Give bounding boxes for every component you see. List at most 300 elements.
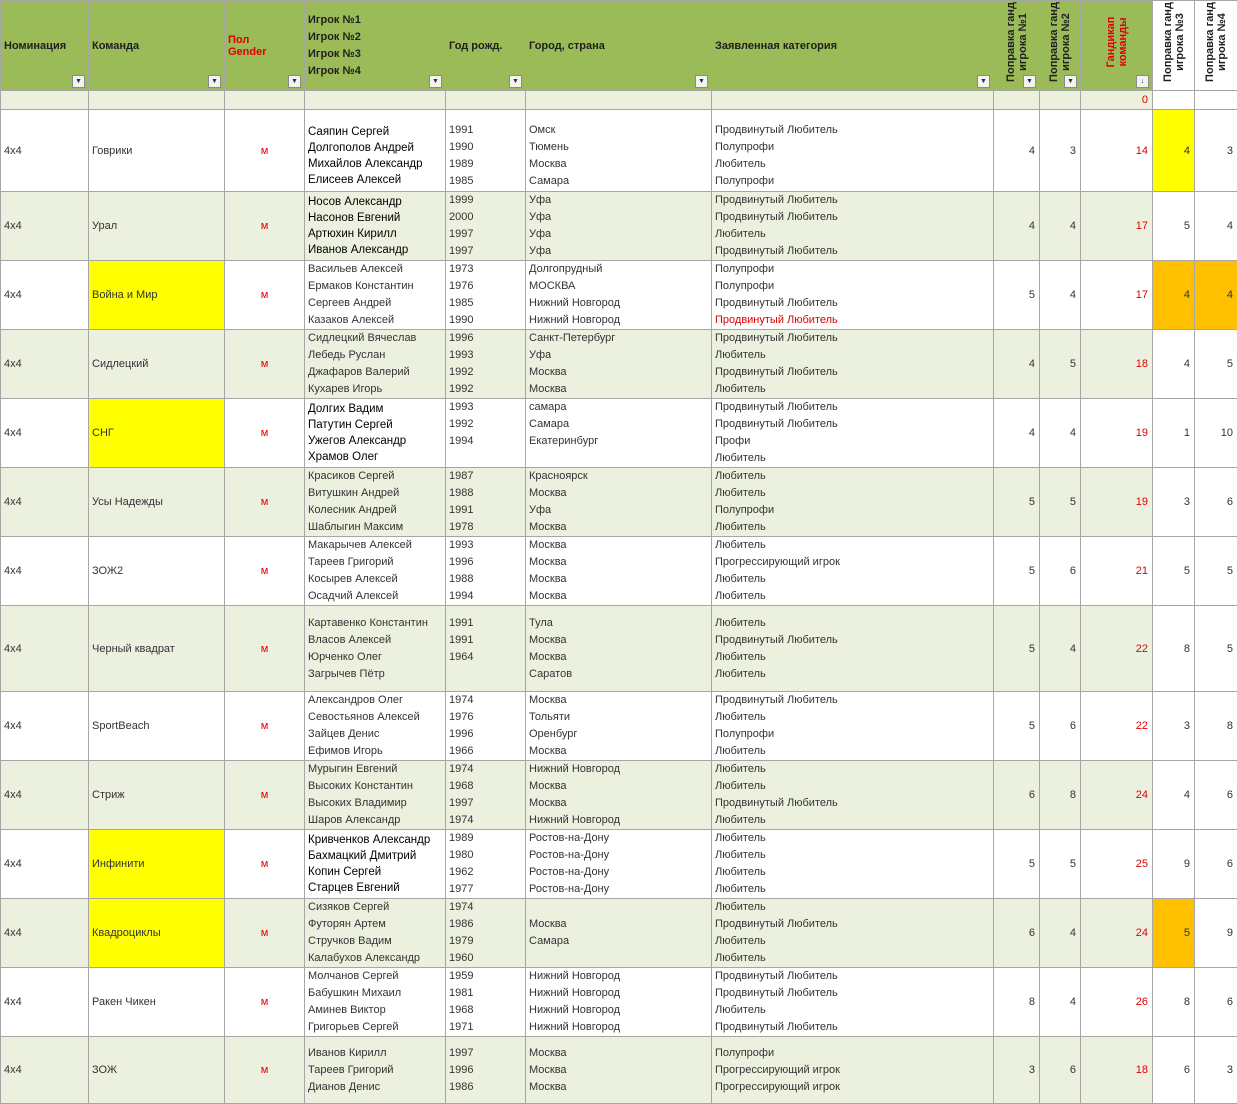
- birth-year-cell[interactable]: [446, 830, 526, 899]
- hc1-cell[interactable]: 6: [994, 899, 1040, 968]
- hc2-cell[interactable]: 6: [1040, 537, 1081, 606]
- players-cell[interactable]: [305, 1037, 446, 1104]
- hc4-cell[interactable]: 3: [1195, 110, 1237, 192]
- header-team: [89, 1, 225, 91]
- header-hc4-line2: игрока №4: [1216, 2, 1228, 82]
- hc3-cell[interactable]: 4: [1153, 330, 1195, 399]
- players-cell[interactable]: [305, 192, 446, 261]
- gender-cell[interactable]: м: [225, 330, 305, 399]
- players-cell[interactable]: [305, 692, 446, 761]
- category-cell[interactable]: [712, 399, 994, 468]
- category-cell-line: Прогрессирующий игрок: [715, 554, 993, 571]
- category-cell[interactable]: [712, 968, 994, 1037]
- filter-dropdown-icon[interactable]: ▼: [977, 75, 990, 88]
- cell[interactable]: [994, 91, 1040, 110]
- birth-year-cell-line: 1986: [449, 916, 525, 933]
- hc3-cell[interactable]: 5: [1153, 192, 1195, 261]
- city-cell-line: Москва: [529, 571, 711, 588]
- header-hc1: [994, 1, 1040, 91]
- category-cell-line: Любитель: [715, 347, 993, 364]
- hc4-cell[interactable]: 6: [1195, 830, 1237, 899]
- hc1-cell[interactable]: 8: [994, 968, 1040, 1037]
- team-hc-cell[interactable]: 21: [1081, 537, 1153, 606]
- hc4-cell[interactable]: 5: [1195, 537, 1237, 606]
- header-team-hc-line2: команды: [1117, 17, 1129, 68]
- city-cell-line: Москва: [529, 916, 711, 933]
- city-cell-line: Нижний Новгород: [529, 812, 711, 829]
- team-cell[interactable]: ЗОЖ: [89, 1037, 225, 1104]
- hc2-cell[interactable]: 4: [1040, 899, 1081, 968]
- birth-year-cell[interactable]: [446, 330, 526, 399]
- category-cell-line: Любитель: [715, 571, 993, 588]
- category-cell[interactable]: [712, 537, 994, 606]
- city-cell-line: Самара: [529, 933, 711, 950]
- birth-year-cell-line: 1989: [449, 156, 525, 173]
- hc1-cell[interactable]: 4: [994, 399, 1040, 468]
- category-cell[interactable]: [712, 692, 994, 761]
- birth-year-cell[interactable]: [446, 110, 526, 192]
- category-cell-line: Любитель: [715, 899, 993, 916]
- city-cell[interactable]: [526, 192, 712, 261]
- nomination-cell[interactable]: 4x4: [1, 468, 89, 537]
- players-cell-line: Кривченков Александр: [308, 832, 445, 848]
- filter-dropdown-icon[interactable]: ▼: [1064, 75, 1077, 88]
- players-cell[interactable]: [305, 899, 446, 968]
- city-cell[interactable]: [526, 261, 712, 330]
- hc4-cell[interactable]: 4: [1195, 261, 1237, 330]
- hc2-cell[interactable]: 5: [1040, 330, 1081, 399]
- hc4-cell[interactable]: 6: [1195, 468, 1237, 537]
- players-cell-line: Бахмацкий Дмитрий: [308, 848, 445, 864]
- hc4-cell[interactable]: 3: [1195, 1037, 1237, 1104]
- birth-year-cell-line: 1966: [449, 743, 525, 760]
- players-cell-line: Сизяков Сергей: [308, 899, 445, 916]
- players-cell-line: Шаров Александр: [308, 812, 445, 829]
- table-row: [1, 606, 1237, 692]
- birth-year-cell[interactable]: [446, 606, 526, 692]
- category-cell[interactable]: [712, 468, 994, 537]
- hc3-cell[interactable]: 4: [1153, 261, 1195, 330]
- hc2-cell[interactable]: 6: [1040, 692, 1081, 761]
- category-cell[interactable]: [712, 261, 994, 330]
- players-cell-line: Михайлов Александр: [308, 156, 445, 172]
- birth-year-cell[interactable]: [446, 192, 526, 261]
- hc1-cell[interactable]: 4: [994, 192, 1040, 261]
- city-cell[interactable]: [526, 399, 712, 468]
- cell[interactable]: [1040, 91, 1081, 110]
- category-cell-line: Продвинутый Любитель: [715, 295, 993, 312]
- city-cell[interactable]: [526, 830, 712, 899]
- players-cell-line: Зайцев Денис: [308, 726, 445, 743]
- birth-year-cell[interactable]: [446, 537, 526, 606]
- team-cell[interactable]: Усы Надежды: [89, 468, 225, 537]
- birth-year-cell-line: 1997: [449, 226, 525, 243]
- team-hc-cell[interactable]: 17: [1081, 192, 1153, 261]
- gender-cell[interactable]: м: [225, 692, 305, 761]
- players-cell-line: Аминев Виктор: [308, 1002, 445, 1019]
- category-cell-line: Полупрофи: [715, 278, 993, 295]
- table-row: [1, 399, 1237, 468]
- header-hc2-line1: Поправка ганд: [1048, 2, 1060, 82]
- category-cell[interactable]: [712, 761, 994, 830]
- hc1-cell[interactable]: 4: [994, 330, 1040, 399]
- cell[interactable]: [446, 91, 526, 110]
- gender-cell[interactable]: м: [225, 761, 305, 830]
- category-cell-line: Любитель: [715, 666, 993, 683]
- hc2-cell[interactable]: 4: [1040, 261, 1081, 330]
- gender-cell[interactable]: м: [225, 537, 305, 606]
- birth-year-cell-line: 1988: [449, 571, 525, 588]
- city-cell-line: Санкт-Петербург: [529, 330, 711, 347]
- hc3-cell[interactable]: 4: [1153, 110, 1195, 192]
- nomination-cell[interactable]: 4x4: [1, 330, 89, 399]
- nomination-cell[interactable]: 4x4: [1, 692, 89, 761]
- hc4-cell[interactable]: 10: [1195, 399, 1237, 468]
- hc4-cell[interactable]: 5: [1195, 606, 1237, 692]
- city-cell-line: Оренбург: [529, 726, 711, 743]
- hc1-cell[interactable]: 5: [994, 537, 1040, 606]
- cell[interactable]: [1195, 91, 1237, 110]
- category-cell-line: Полупрофи: [715, 261, 993, 278]
- nomination-cell[interactable]: 4x4: [1, 899, 89, 968]
- birth-year-cell-line: 1962: [449, 864, 525, 881]
- cell[interactable]: [1, 91, 89, 110]
- nomination-cell[interactable]: 4x4: [1, 537, 89, 606]
- players-cell[interactable]: [305, 110, 446, 192]
- category-cell[interactable]: [712, 899, 994, 968]
- players-cell[interactable]: [305, 330, 446, 399]
- birth-year-cell-line: 1993: [449, 399, 525, 416]
- gender-cell[interactable]: м: [225, 399, 305, 468]
- team-hc-cell[interactable]: 18: [1081, 1037, 1153, 1104]
- category-cell-line: Любитель: [715, 156, 993, 173]
- gender-cell[interactable]: м: [225, 110, 305, 192]
- header-category: [712, 1, 994, 91]
- players-cell[interactable]: [305, 968, 446, 1037]
- hc2-cell[interactable]: 4: [1040, 192, 1081, 261]
- category-cell-line: Любитель: [715, 537, 993, 554]
- players-cell-line: Артюхин Кирилл: [308, 226, 445, 242]
- team-cell[interactable]: Стриж: [89, 761, 225, 830]
- category-cell[interactable]: [712, 110, 994, 192]
- birth-year-cell[interactable]: [446, 968, 526, 1037]
- team-hc-cell[interactable]: 25: [1081, 830, 1153, 899]
- summary-row: [1, 91, 1237, 110]
- hc3-cell[interactable]: 3: [1153, 692, 1195, 761]
- gender-cell[interactable]: м: [225, 192, 305, 261]
- hc2-cell[interactable]: 4: [1040, 606, 1081, 692]
- filter-dropdown-icon[interactable]: ▼: [509, 75, 522, 88]
- team-hc-cell[interactable]: 19: [1081, 468, 1153, 537]
- hc3-cell[interactable]: 8: [1153, 606, 1195, 692]
- category-cell-line: Любитель: [715, 847, 993, 864]
- hc2-cell[interactable]: 8: [1040, 761, 1081, 830]
- hc1-cell[interactable]: 5: [994, 830, 1040, 899]
- birth-year-cell[interactable]: [446, 692, 526, 761]
- team-hc-cell[interactable]: 17: [1081, 261, 1153, 330]
- table-row: [1, 1037, 1237, 1104]
- birth-year-cell-line: 1985: [449, 295, 525, 312]
- birth-year-cell[interactable]: [446, 468, 526, 537]
- team-hc-cell[interactable]: 22: [1081, 606, 1153, 692]
- city-cell-line: Москва: [529, 381, 711, 398]
- hc3-cell[interactable]: 8: [1153, 968, 1195, 1037]
- header-hc4-line1: Поправка ганд: [1204, 2, 1216, 82]
- category-cell-line: Любитель: [715, 381, 993, 398]
- city-cell-line: Уфа: [529, 226, 711, 243]
- players-cell-line: Севостьянов Алексей: [308, 709, 445, 726]
- gender-cell[interactable]: м: [225, 830, 305, 899]
- category-cell[interactable]: [712, 830, 994, 899]
- header-hc2-line2: игрока №2: [1060, 2, 1072, 82]
- city-cell-line: Уфа: [529, 192, 711, 209]
- sort-filter-icon[interactable]: ↓: [1136, 75, 1149, 88]
- players-cell-line: Высоких Константин: [308, 778, 445, 795]
- nomination-cell[interactable]: 4x4: [1, 830, 89, 899]
- birth-year-cell[interactable]: [446, 899, 526, 968]
- city-cell[interactable]: [526, 968, 712, 1037]
- hc4-cell[interactable]: 6: [1195, 968, 1237, 1037]
- players-cell-line: Васильев Алексей: [308, 261, 445, 278]
- players-cell-line: Косырев Алексей: [308, 571, 445, 588]
- team-hc-cell[interactable]: 19: [1081, 399, 1153, 468]
- birth-year-cell-line: 1996: [449, 726, 525, 743]
- birth-year-cell-line: 1959: [449, 968, 525, 985]
- city-cell-line: Нижний Новгород: [529, 312, 711, 329]
- hc4-cell[interactable]: 4: [1195, 192, 1237, 261]
- cell[interactable]: [1153, 91, 1195, 110]
- filter-dropdown-icon[interactable]: ▼: [1023, 75, 1036, 88]
- players-cell[interactable]: [305, 761, 446, 830]
- team-hc-cell[interactable]: 26: [1081, 968, 1153, 1037]
- city-cell[interactable]: [526, 606, 712, 692]
- birth-year-cell-line: 1997: [449, 795, 525, 812]
- city-cell-line: Москва: [529, 778, 711, 795]
- city-cell[interactable]: [526, 110, 712, 192]
- header-hc1-line1: Поправка ганд: [1005, 2, 1017, 82]
- header-birth-year-label: Год рожд.: [449, 40, 502, 52]
- players-cell-line: Бабушкин Михаил: [308, 985, 445, 1002]
- city-cell-line: Ростов-на-Дону: [529, 847, 711, 864]
- header-player-4: Игрок №4: [308, 63, 445, 80]
- filter-dropdown-icon[interactable]: ▼: [208, 75, 221, 88]
- filter-dropdown-icon[interactable]: ▼: [288, 75, 301, 88]
- gender-cell[interactable]: м: [225, 899, 305, 968]
- birth-year-cell-line: 1974: [449, 899, 525, 916]
- players-cell-line: Насонов Евгений: [308, 210, 445, 226]
- team-cell[interactable]: ЗОЖ2: [89, 537, 225, 606]
- team-hc-cell[interactable]: 18: [1081, 330, 1153, 399]
- nomination-cell[interactable]: 4x4: [1, 1037, 89, 1104]
- team-cell[interactable]: Квадроциклы: [89, 899, 225, 968]
- category-cell[interactable]: [712, 1037, 994, 1104]
- team-hc-cell[interactable]: 22: [1081, 692, 1153, 761]
- city-cell-line: Нижний Новгород: [529, 985, 711, 1002]
- players-cell[interactable]: [305, 606, 446, 692]
- birth-year-cell-line: 1986: [449, 1079, 525, 1096]
- nomination-cell[interactable]: 4x4: [1, 968, 89, 1037]
- city-cell[interactable]: [526, 537, 712, 606]
- birth-year-cell[interactable]: [446, 1037, 526, 1104]
- category-cell-line: Любитель: [715, 226, 993, 243]
- team-cell[interactable]: Инфинити: [89, 830, 225, 899]
- hc2-cell[interactable]: 3: [1040, 110, 1081, 192]
- hc3-cell[interactable]: 9: [1153, 830, 1195, 899]
- players-cell-line: Ужегов Александр: [308, 433, 445, 449]
- players-cell[interactable]: [305, 468, 446, 537]
- nomination-cell[interactable]: 4x4: [1, 761, 89, 830]
- gender-cell[interactable]: м: [225, 606, 305, 692]
- birth-year-cell[interactable]: [446, 261, 526, 330]
- city-cell-line: Нижний Новгород: [529, 761, 711, 778]
- category-cell-line: Продвинутый Любитель: [715, 364, 993, 381]
- players-cell[interactable]: [305, 830, 446, 899]
- players-cell-line: Стручков Вадим: [308, 933, 445, 950]
- team-cell[interactable]: Черный квадрат: [89, 606, 225, 692]
- filter-dropdown-icon[interactable]: ▼: [72, 75, 85, 88]
- team-cell[interactable]: Урал: [89, 192, 225, 261]
- cell[interactable]: [225, 91, 305, 110]
- nomination-cell[interactable]: 4x4: [1, 261, 89, 330]
- players-cell-line: Колесник Андрей: [308, 502, 445, 519]
- hc3-cell[interactable]: 6: [1153, 1037, 1195, 1104]
- birth-year-cell-line: 1973: [449, 261, 525, 278]
- birth-year-cell[interactable]: [446, 761, 526, 830]
- header-team-hc: [1081, 1, 1153, 91]
- city-cell[interactable]: [526, 761, 712, 830]
- nomination-cell[interactable]: 4x4: [1, 192, 89, 261]
- hc3-cell[interactable]: 5: [1153, 899, 1195, 968]
- team-hc-cell[interactable]: 14: [1081, 110, 1153, 192]
- category-cell-line: Любитель: [715, 615, 993, 632]
- hc1-cell[interactable]: 5: [994, 261, 1040, 330]
- hc1-cell[interactable]: 3: [994, 1037, 1040, 1104]
- hc2-cell[interactable]: 6: [1040, 1037, 1081, 1104]
- summary-team-hc[interactable]: 0: [1081, 91, 1153, 110]
- players-cell-line: Иванов Александр: [308, 242, 445, 258]
- category-cell-line: Любитель: [715, 933, 993, 950]
- nomination-cell[interactable]: 4x4: [1, 606, 89, 692]
- category-cell-line: Полупрофи: [715, 139, 993, 156]
- category-cell-line: Любитель: [715, 761, 993, 778]
- players-cell[interactable]: [305, 537, 446, 606]
- category-cell-line: Продвинутый Любитель: [715, 122, 993, 139]
- team-cell[interactable]: Говрики: [89, 110, 225, 192]
- team-hc-cell[interactable]: 24: [1081, 761, 1153, 830]
- hc2-cell[interactable]: 4: [1040, 968, 1081, 1037]
- filter-dropdown-icon[interactable]: ▼: [695, 75, 708, 88]
- hc1-cell[interactable]: 5: [994, 606, 1040, 692]
- hc4-cell[interactable]: 5: [1195, 330, 1237, 399]
- players-cell-line: Казаков Алексей: [308, 312, 445, 329]
- gender-cell[interactable]: м: [225, 468, 305, 537]
- city-cell-line: Москва: [529, 485, 711, 502]
- gender-cell[interactable]: м: [225, 261, 305, 330]
- city-cell[interactable]: [526, 468, 712, 537]
- category-cell-line: Любитель: [715, 830, 993, 847]
- team-cell[interactable]: Война и Мир: [89, 261, 225, 330]
- hc3-cell[interactable]: 1: [1153, 399, 1195, 468]
- team-hc-cell[interactable]: 24: [1081, 899, 1153, 968]
- cell[interactable]: [305, 91, 446, 110]
- hc3-cell[interactable]: 5: [1153, 537, 1195, 606]
- players-cell-line: Саяпин Сергей: [308, 124, 445, 140]
- gender-cell[interactable]: м: [225, 1037, 305, 1104]
- category-cell-line: Продвинутый Любитель: [715, 243, 993, 260]
- team-cell[interactable]: Сидлецкий: [89, 330, 225, 399]
- hc1-cell[interactable]: 4: [994, 110, 1040, 192]
- header-gender-ru: Пол: [228, 34, 304, 46]
- birth-year-cell-line: 1990: [449, 139, 525, 156]
- hc2-cell[interactable]: 4: [1040, 399, 1081, 468]
- gender-cell[interactable]: м: [225, 968, 305, 1037]
- city-cell-line: Тула: [529, 615, 711, 632]
- city-cell-line: Долгопрудный: [529, 261, 711, 278]
- city-cell[interactable]: [526, 1037, 712, 1104]
- category-cell[interactable]: [712, 330, 994, 399]
- players-cell[interactable]: [305, 399, 446, 468]
- category-cell[interactable]: [712, 192, 994, 261]
- category-cell[interactable]: [712, 606, 994, 692]
- city-cell-line: Москва: [529, 554, 711, 571]
- cell[interactable]: [712, 91, 994, 110]
- cell[interactable]: [89, 91, 225, 110]
- city-cell-line: Москва: [529, 743, 711, 760]
- cell[interactable]: [526, 91, 712, 110]
- team-cell[interactable]: СНГ: [89, 399, 225, 468]
- hc3-cell[interactable]: 4: [1153, 761, 1195, 830]
- category-cell-line: Полупрофи: [715, 1045, 993, 1062]
- birth-year-cell-line: 1999: [449, 192, 525, 209]
- hc1-cell[interactable]: 5: [994, 468, 1040, 537]
- header-players: [305, 1, 446, 91]
- category-cell-line: Любитель: [715, 778, 993, 795]
- hc4-cell[interactable]: 8: [1195, 692, 1237, 761]
- birth-year-cell-line: 1974: [449, 692, 525, 709]
- category-cell-line: Любитель: [715, 743, 993, 760]
- hc1-cell[interactable]: 6: [994, 761, 1040, 830]
- birth-year-cell-line: 1993: [449, 537, 525, 554]
- players-cell-line: Высоких Владимир: [308, 795, 445, 812]
- filter-dropdown-icon[interactable]: ▼: [429, 75, 442, 88]
- city-cell[interactable]: [526, 330, 712, 399]
- team-cell[interactable]: Ракен Чикен: [89, 968, 225, 1037]
- nomination-cell[interactable]: 4x4: [1, 110, 89, 192]
- hc2-cell[interactable]: 5: [1040, 468, 1081, 537]
- city-cell[interactable]: [526, 692, 712, 761]
- category-cell-line: Любитель: [715, 519, 993, 536]
- birth-year-cell[interactable]: [446, 399, 526, 468]
- birth-year-cell-line: 1985: [449, 173, 525, 190]
- city-cell-line: Омск: [529, 122, 711, 139]
- players-cell[interactable]: [305, 261, 446, 330]
- city-cell[interactable]: [526, 899, 712, 968]
- city-cell-line: Москва: [529, 364, 711, 381]
- hc3-cell[interactable]: 3: [1153, 468, 1195, 537]
- hc1-cell[interactable]: 5: [994, 692, 1040, 761]
- hc2-cell[interactable]: 5: [1040, 830, 1081, 899]
- birth-year-cell-line: 1993: [449, 347, 525, 364]
- players-cell-line: Патутин Сергей: [308, 417, 445, 433]
- nomination-cell[interactable]: 4x4: [1, 399, 89, 468]
- team-cell[interactable]: SportBeach: [89, 692, 225, 761]
- players-cell-line: Тареев Григорий: [308, 554, 445, 571]
- category-cell-line: Продвинутый Любитель: [715, 209, 993, 226]
- birth-year-cell-line: 1960: [449, 950, 525, 967]
- hc4-cell[interactable]: 6: [1195, 761, 1237, 830]
- hc4-cell[interactable]: 9: [1195, 899, 1237, 968]
- birth-year-cell-line: 1994: [449, 588, 525, 605]
